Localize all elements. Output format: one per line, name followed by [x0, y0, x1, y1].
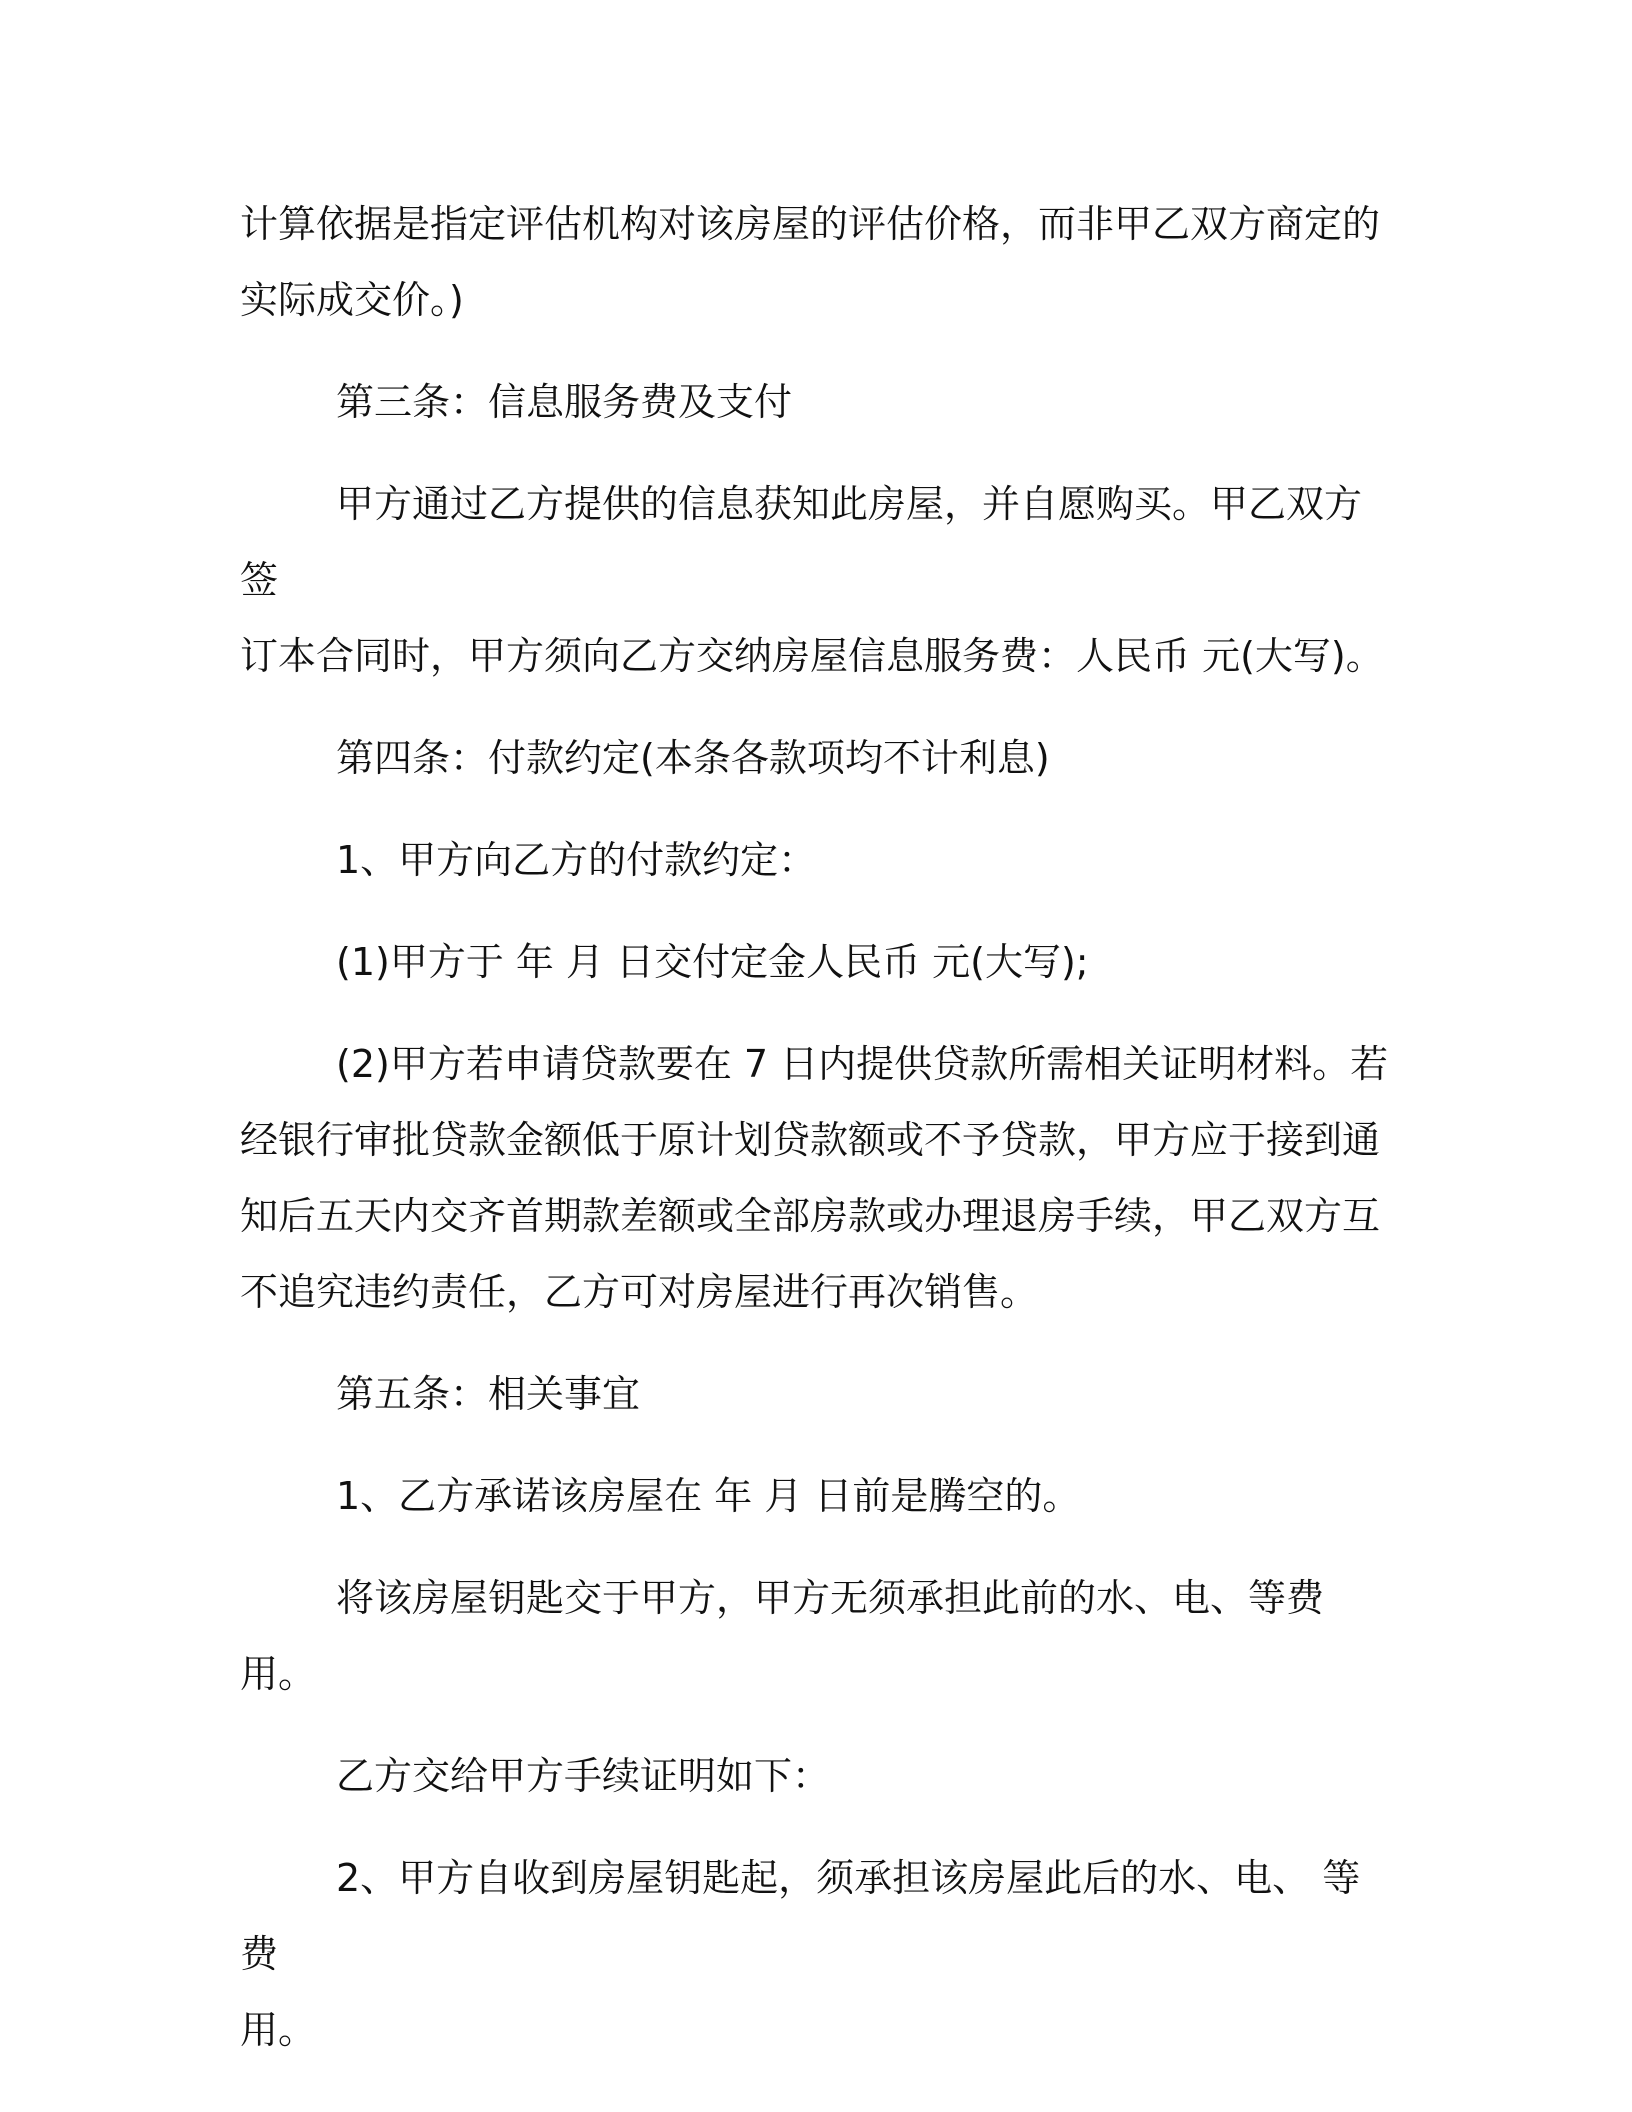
- text-line: 经银行审批贷款金额低于原计划贷款额或不予贷款，甲方应于接到通: [240, 1118, 1381, 1162]
- text-line: (2)甲方若申请贷款要在 7 日内提供贷款所需相关证明材料。若: [336, 1042, 1389, 1086]
- text-line: 订本合同时，甲方须向乙方交纳房屋信息服务费：人民币 元(大写)。: [240, 634, 1384, 678]
- item-documents: [240, 1738, 1390, 1814]
- paragraph-service-fee: [240, 466, 1390, 694]
- item-payment-1: [240, 822, 1390, 898]
- text-line: 实际成交价。): [240, 278, 464, 322]
- item-utilities: [240, 1840, 1390, 2068]
- text-line: 1、甲方向乙方的付款约定：: [336, 838, 817, 882]
- item-keys: [240, 1560, 1390, 1712]
- text-line: 甲方通过乙方提供的信息获知此房屋，并自愿购买。甲乙双方签: [240, 482, 1363, 602]
- text-line: 不追究违约责任，乙方可对房屋进行再次销售。: [240, 1270, 1039, 1314]
- text-line: 第三条：信息服务费及支付: [336, 380, 793, 424]
- item-deposit: [240, 924, 1390, 1000]
- document-body: [240, 186, 1390, 2068]
- text-line: 知后五天内交齐首期款差额或全部房款或办理退房手续，甲乙双方互: [240, 1194, 1381, 1238]
- heading-article-5: [240, 1356, 1390, 1432]
- item-vacate: [240, 1458, 1390, 1534]
- text-line: 计算依据是指定评估机构对该房屋的评估价格，而非甲乙双方商定的: [240, 202, 1381, 246]
- text-line: 第五条：相关事宜: [336, 1372, 641, 1416]
- item-loan: [240, 1026, 1390, 1330]
- text-line: 用。: [240, 2008, 317, 2052]
- text-line: 乙方交给甲方手续证明如下：: [336, 1754, 831, 1798]
- text-line: 将该房屋钥匙交于甲方，甲方无须承担此前的水、电、等费用。: [240, 1576, 1325, 1696]
- text-line: (1)甲方于 年 月 日交付定金人民币 元(大写);: [336, 940, 1089, 984]
- text-line: 2、甲方自收到房屋钥匙起，须承担该房屋此后的水、电、 等费: [240, 1856, 1361, 1976]
- heading-article-4: [240, 720, 1390, 796]
- paragraph-valuation-basis: [240, 186, 1390, 338]
- text-line: 1、乙方承诺该房屋在 年 月 日前是腾空的。: [336, 1474, 1081, 1518]
- text-line: 第四条：付款约定(本条各款项均不计利息): [336, 736, 1050, 780]
- heading-article-3: [240, 364, 1390, 440]
